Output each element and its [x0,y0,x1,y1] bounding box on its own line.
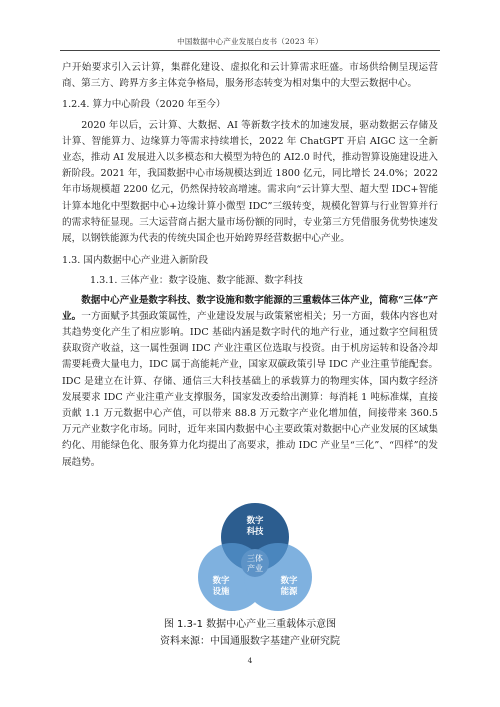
section-heading-1-2-4: 1.2.4. 算力中心阶段（2020 年至今） [62,99,226,111]
paragraph-3 [62,293,438,471]
label-center-2: 产业 [247,564,263,573]
label-digital-energy-1: 数字 [280,575,298,585]
venn-diagram [185,497,325,617]
venn-diagram-figure [185,497,325,617]
page-number: 4 [247,656,253,665]
running-header: 中国数据中心产业发展白皮书（2023 年） [177,37,323,46]
label-digital-energy-2: 能源 [280,586,298,596]
section-heading-1-3: 1.3. 国内数据中心产业进入新阶段 [62,255,209,267]
header-rule [60,50,440,51]
paragraph-1: 户开始要求引入云计算，集群化建设、虚拟化和云计算需求旺盛。市场供给侧呈现运营商、第三方、跨界方多主体竞争格局，服务形态转变为相对集中的大型云数据中心。 [62,62,438,90]
label-digital-facilities-1: 数字 [212,575,230,585]
paragraph-2: 2020 年以后，云计算、大数据、AI 等新数字技术的加速发展，驱动数据云存储及计算、智能算力、边缘算力等需求持续增长，2022 年 ChatGPT 开启 AIGC 这一全新业态，推动 AI 发展进入以多模态和大模型为特色的 AI2.0 时代，推动智算设施建设进入新阶段。2021 年，我国数据中心市场规模达到近 1800 亿元，同比增长 24.0%；2022 年市场规模超 2200 亿元，仍然保持较高增速。需求向“云计算大型、超大型 IDC+智能计算本地化中型数据中心+边缘计算小微型 IDC”三级转变，规模化智算与行业智算并行的需求特征显现。三大运营商占据大量市场份额的同时，专业第三方凭借服务优势快速发展，以钢铁能源为代表的传统央国企也开始跨界经营数据中心产业。 [62,119,438,245]
figure-caption-block [0,616,500,650]
section-heading-1-3-1: 1.3.1. 三体产业：数字设施、数字能源、数字科技 [90,275,303,287]
figure-caption: 图 1.3-1 数据中心产业三重载体示意图 [163,619,337,630]
label-center-1: 三体 [247,554,263,563]
figure-source: 资料来源：中国通服数字基建产业研究院 [160,636,340,647]
label-digital-tech-1: 数字 [246,515,264,525]
label-digital-facilities-2: 设施 [212,586,230,596]
body-text [62,60,438,471]
label-digital-tech-2: 科技 [246,526,264,536]
paragraph-3-bold-lead: 数据中心产业是数字科技、数字设施和数字能源的三重载体三体产业，简称“三体”产业。 [62,294,438,322]
paragraph-3-rest: 一方面赋予其强政策属性，产业建设发展与政策紧密相关；另一方面，载体内容也对其趋势变化产生了相应影响。IDC 基础内涵是数字时代的地产行业，通过数字空间租赁获取资产收益，这一属性强调 IDC 产业注重区位选取与投资。由于机房运转和设备冷却需要耗费大量电力，IDC 属于高能耗产业，国家双碳政策引导 IDC 产业注重节能配套。IDC 是建立在计算、存储、通信三大科技基础上的承载算力的物理实体，国内数字经济发展要求 IDC 产业注重产业支撑服务，国家发改委给出测算：每消耗 1 吨标准煤，直接贡献 1.1 万元数据中心产值，可以带来 88.8 万元数字产业化增加值，间接带来 360.5 万元产业数字化市场。同时，近年来国内数据中心主要政策对数据中心产业发展的区域集约化、用能绿色化、服务算力化均提出了高要求，推动 IDC 产业呈“三化”、“四样”的发展趋势。 [62,310,439,468]
